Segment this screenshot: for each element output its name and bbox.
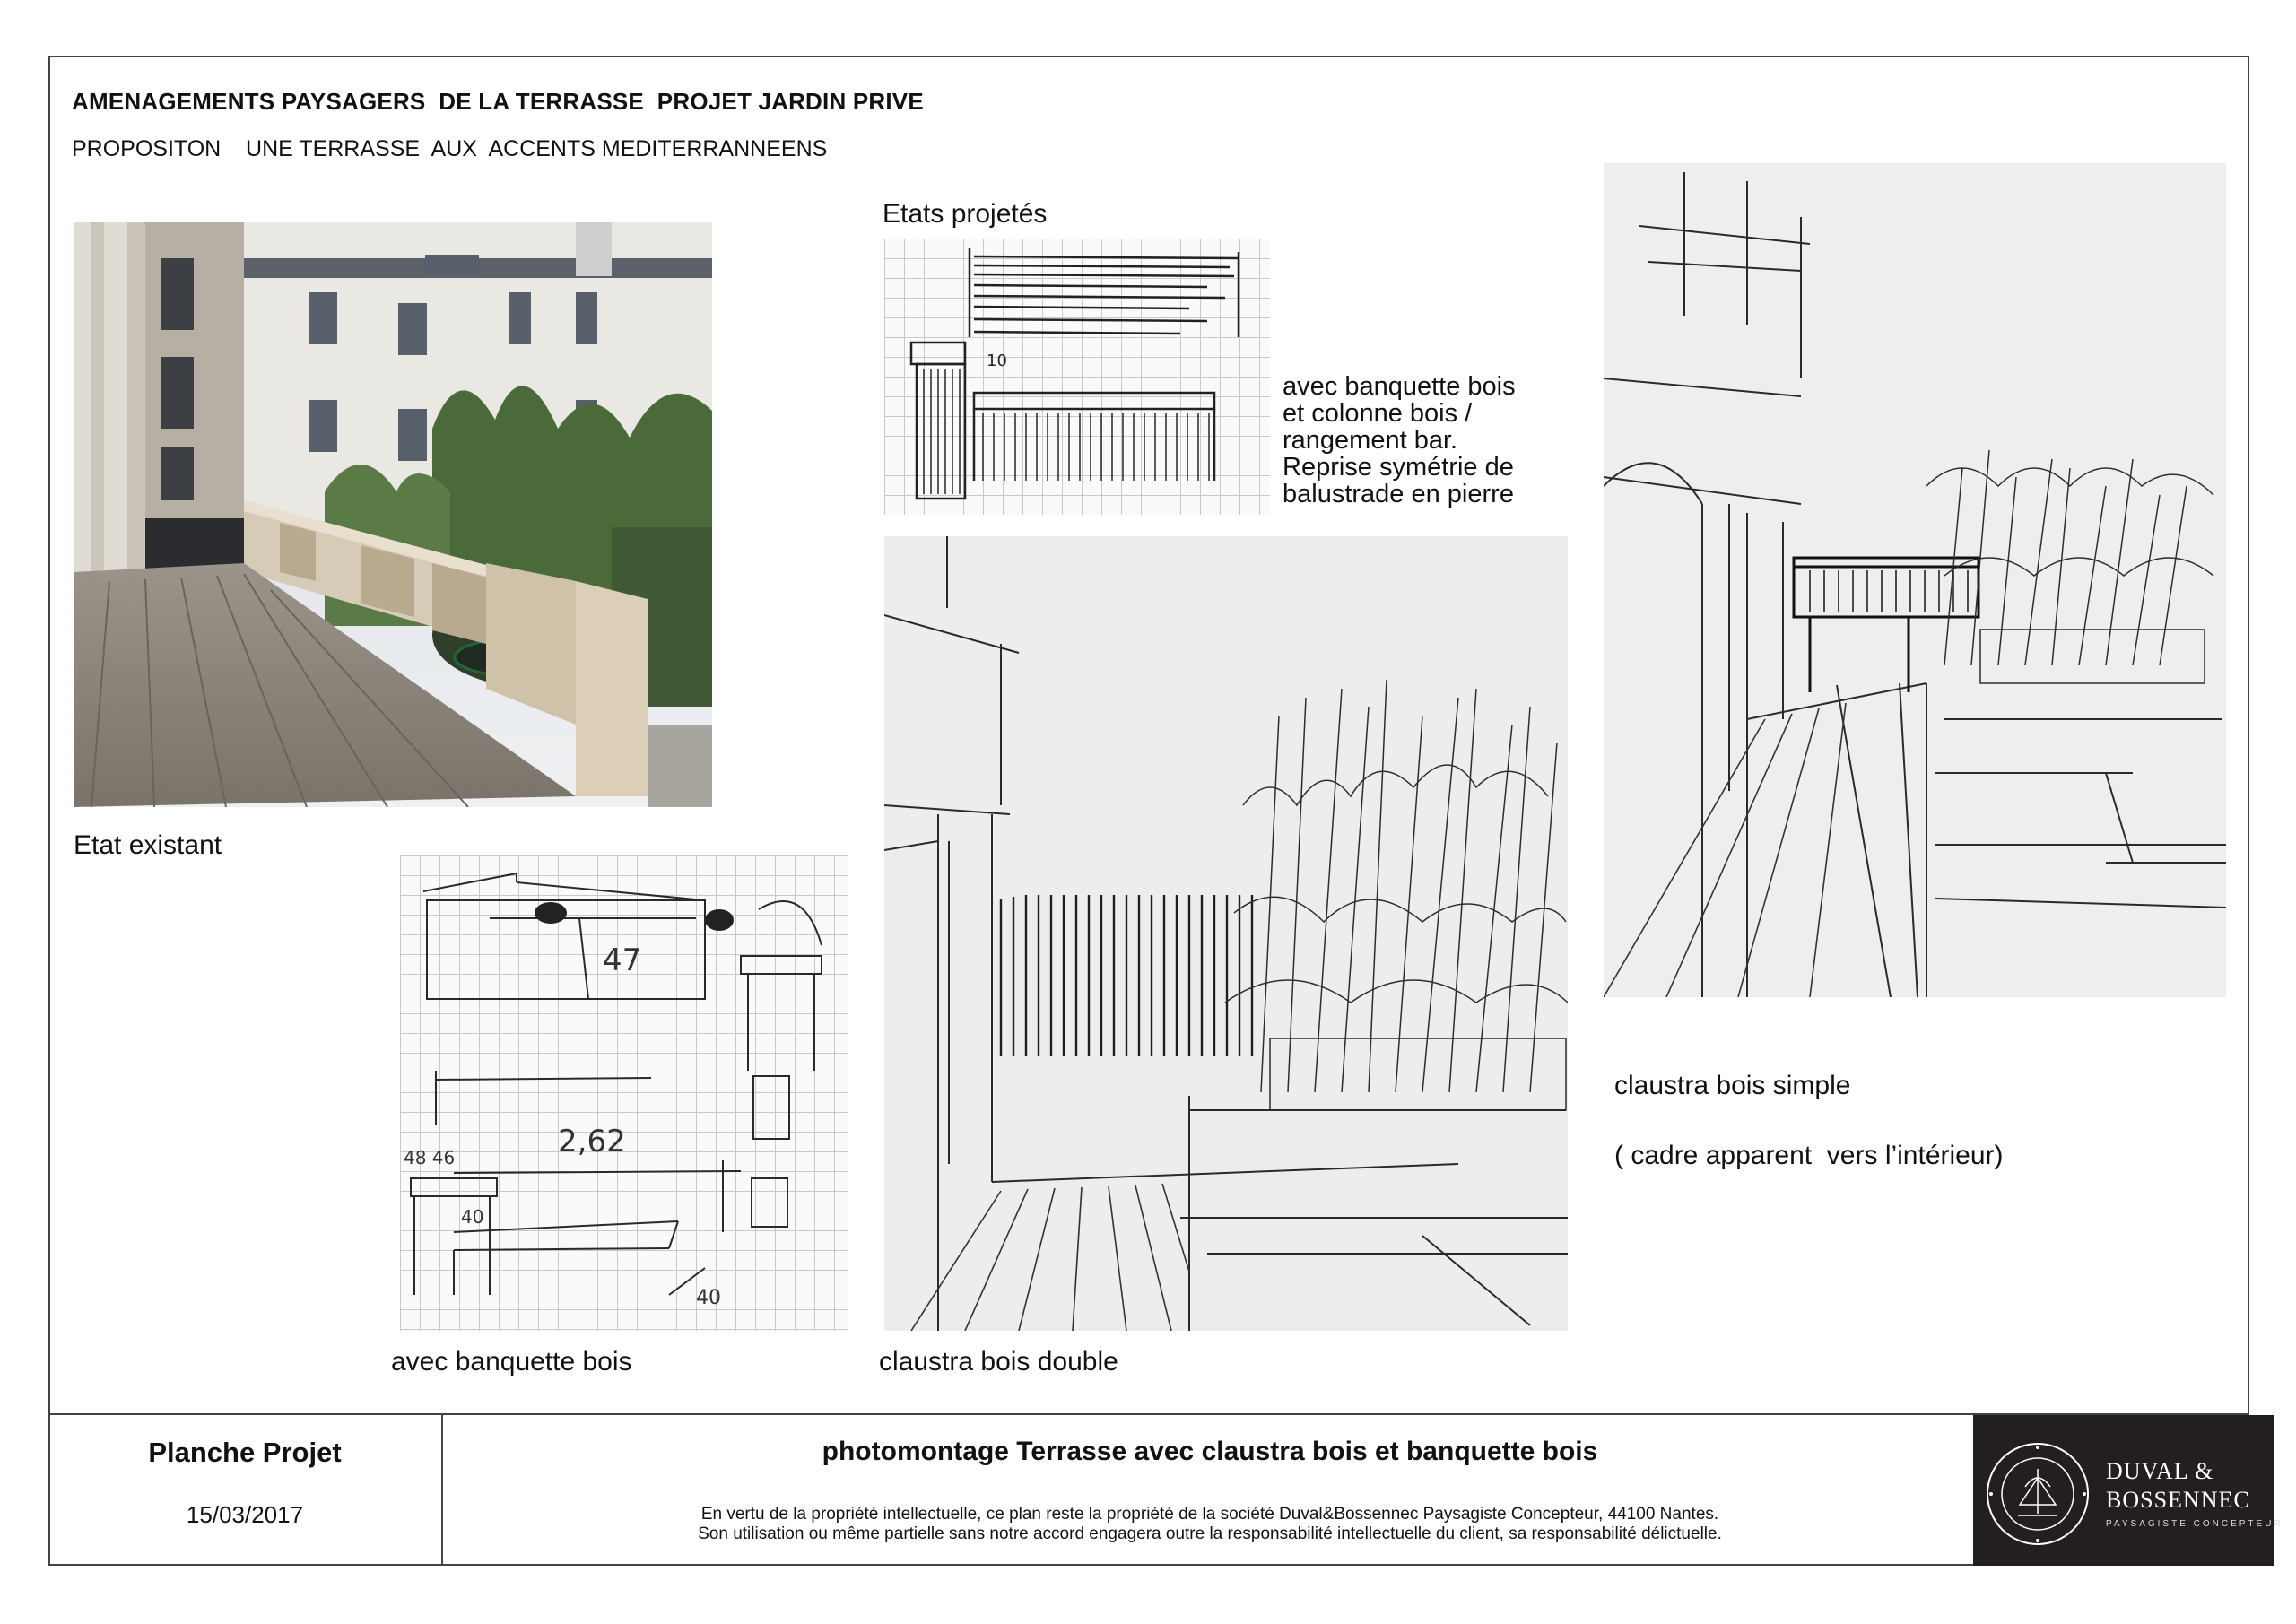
cartouche-title: Planche Projet xyxy=(148,1437,342,1468)
note-line: avec banquette bois xyxy=(1283,372,1516,401)
legal-notice xyxy=(443,1505,1977,1544)
simple-claustra-caption-line2: ( cadre apparent vers l’intérieur) xyxy=(1614,1141,2004,1170)
dimension-10: 10 xyxy=(987,352,1007,370)
dimension-40b: 40 xyxy=(696,1287,721,1309)
page-title: AMENAGEMENTS PAYSAGERS DE LA TERRASSE PROJET JARDIN PRIVE xyxy=(72,88,924,115)
simple-claustra-sketch xyxy=(1604,163,2226,997)
cartouche xyxy=(48,1415,443,1566)
bench-caption: avec banquette bois xyxy=(391,1347,632,1376)
logo-line2: BOSSENNEC xyxy=(2106,1487,2250,1513)
double-claustra-sketch xyxy=(884,536,1568,1331)
legal-line: En vertu de la propriété intellectuelle, ce plan reste la propriété de la société Duval&Bossennec Paysagiste Concepteur, 44100 Nantes. xyxy=(700,1505,1719,1524)
dimension-2-62: 2,62 xyxy=(558,1124,626,1159)
duval-bossennec-seal-icon xyxy=(1982,1415,2099,1566)
footer-title: photomontage Terrasse avec claustra bois et banquette bois xyxy=(822,1437,1598,1466)
title-block xyxy=(48,1413,2283,1566)
project-date: 15/03/2017 xyxy=(186,1501,304,1528)
logo-line1: DUVAL & xyxy=(2106,1458,2214,1484)
note-line: Reprise symétrie de xyxy=(1283,453,1514,482)
legal-line: Son utilisation ou même partielle sans notre accord engagera outre la responsabilité intellectuelle du client, sa responsabilité délictuelle. xyxy=(698,1524,1722,1543)
simple-claustra-caption-line1: claustra bois simple xyxy=(1614,1071,1851,1100)
note-line: rangement bar. xyxy=(1283,426,1458,455)
simple-claustra-caption xyxy=(1614,1028,2004,1191)
note-line: et colonne bois / xyxy=(1283,399,1473,428)
logo-line3: PAYSAGISTE CONCEPTEUR xyxy=(2106,1519,2283,1529)
note-line: balustrade en pierre xyxy=(1283,480,1514,508)
page-subtitle: PROPOSITON UNE TERRASSE AUX ACCENTS MEDITERRANNEENS xyxy=(72,136,828,161)
dimension-48-46: 48 46 xyxy=(404,1147,456,1168)
company-logo xyxy=(1973,1415,2283,1566)
bench-column-note xyxy=(1283,373,1516,508)
projected-states-label: Etats projetés xyxy=(883,199,1048,229)
dimension-47: 47 xyxy=(603,942,642,978)
dimension-40: 40 xyxy=(461,1206,484,1228)
bench-dimensions-sketch xyxy=(400,855,848,1331)
double-claustra-caption: claustra bois double xyxy=(879,1347,1118,1376)
existing-terrace-photo xyxy=(74,222,712,807)
existing-state-caption: Etat existant xyxy=(74,830,222,860)
bench-column-sketch xyxy=(884,239,1270,515)
